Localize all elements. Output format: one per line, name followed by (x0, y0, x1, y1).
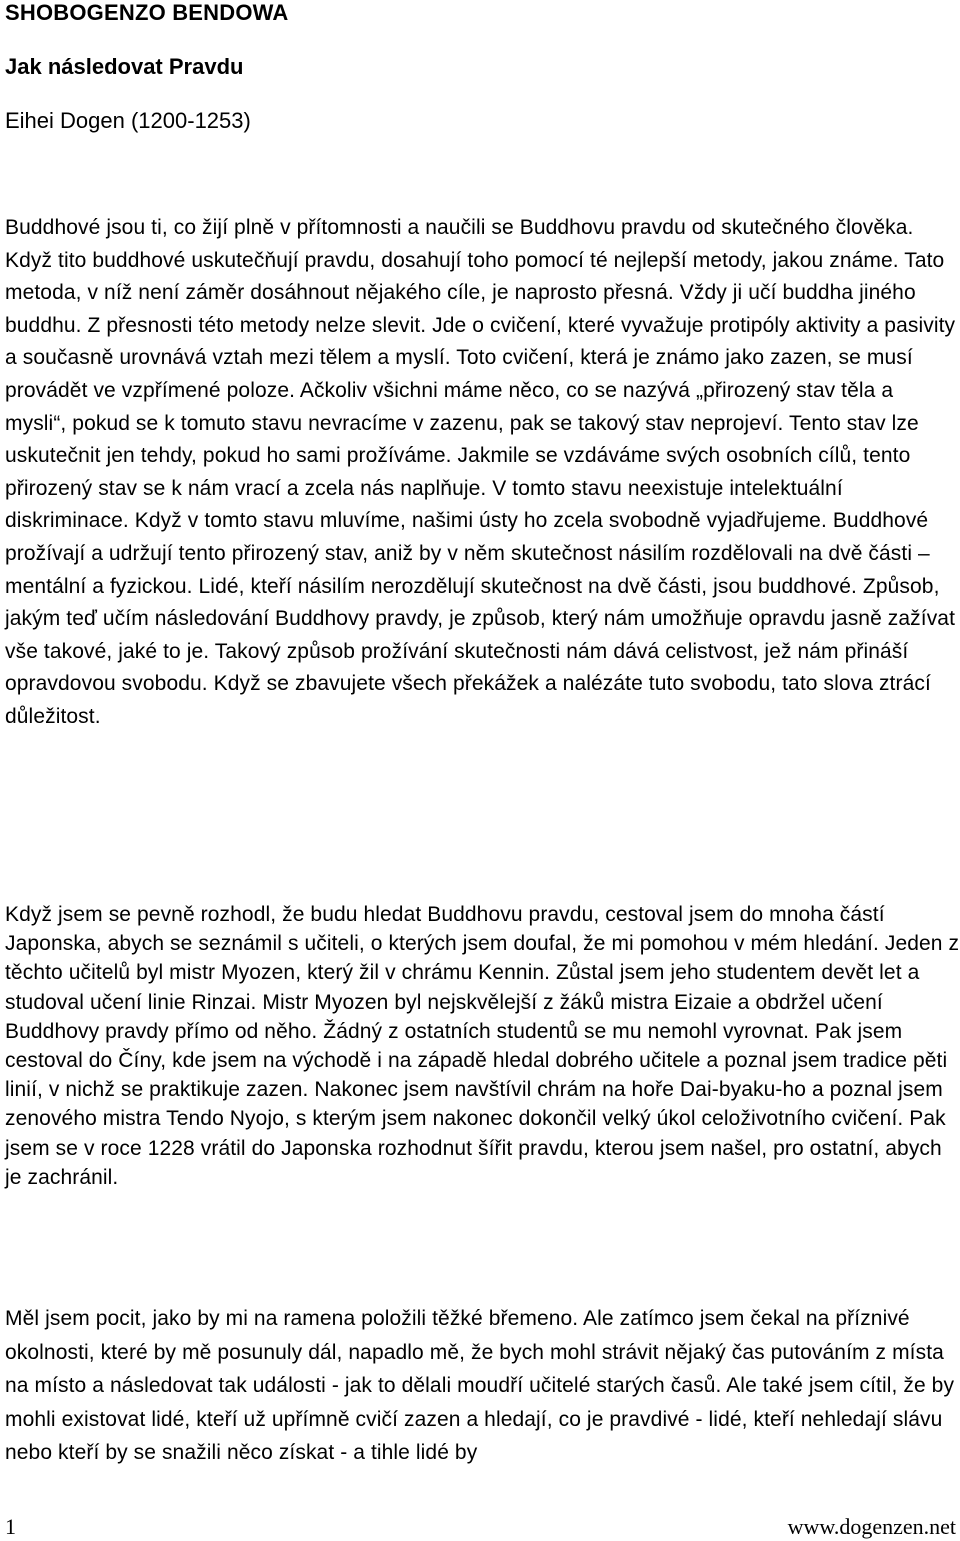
page-number: 1 (5, 1514, 16, 1539)
paragraph-3: Měl jsem pocit, jako by mi na ramena položili těžké břemeno. Ale zatímco jsem čekal na příznivé okolnosti, které by mě posunuly dál, napadlo mě, že bych mohl strávit nějaký čas putováním z místa na místo a následovat tak události - jak to dělali moudří učitelé starých časů. Ale také jsem cítil, že by mohli existovat lidé, kteří už upřímně cvičí zazen a hledají, co je pravdivé - lidé, kteří nehledají slávu nebo kteří by se snažili něco získat - a tihle lidé by (5, 1307, 955, 1464)
paragraph-2: Když jsem se pevně rozhodl, že budu hledat Buddhovu pravdu, cestoval jsem do mnoha částí Japonska, abych se seznámil s učiteli, o kterých jsem doufal, že mi pomohou v mém hledání. Jeden z těchto učitelů byl mistr Myozen, který žil v chrámu Kennin. Zůstal jsem jeho studentem devět let a studoval učení linie Rinzai. Mistr Myozen byl nejskvělejší z žáků mistra Eizaie a obdržel učení Buddhovy pravdy přímo od něho. Žádný z ostatních studentů se mu nemohl vyrovnat. Pak jsem cestoval do Číny, kde jsem na východě i na západě hledal dobrého učitele a poznal jsem tradice pěti linií, v nichž se praktikuje zazen. Nakonec jsem navštívil chrám na hoře Dai-byaku-ho a poznal jsem zenového mistra Tendo Nyojo, s kterým jsem nakonec dokončil velký úkol celoživotního cvičení. Pak jsem se v roce 1228 vrátil do Japonska rozhodnut šířit pravdu, kterou jsem našel, pro ostatní, abych je zachránil. (5, 903, 960, 1189)
paragraph-1: Buddhové jsou ti, co žijí plně v přítomnosti a naučili se Buddhovu pravdu od skutečného člověka. Když tito buddhové uskutečňují pravdu, dosahují toho pomocí té nejlepší metody, jakou známe. Tato metoda, v níž není záměr dosáhnout nějakého cíle, je naprosto přesná. Vždy ji učí buddha jiného buddhu. Z přesnosti této metody nelze slevit. Jde o cvičení, které vyvažuje protipóly aktivity a pasivity a současně urovnává vztah mezi tělem a myslí. Toto cvičení, která je známo jako zazen, se musí provádět ve vzpřímené poloze. Ačkoliv všichni máme něco, co se nazývá „přirozený stav těla a mysli“, pokud se k tomuto stavu nevracíme v zazenu, pak se takový stav neprojeví. Tento stav lze uskutečnit jen tehdy, pokud ho sami prožíváme. Jakmile se vzdáváme svých osobních cílů, tento přirozený stav se k nám vrací a zcela nás naplňuje. V tomto stavu neexistuje intelektuální diskriminace. Když v tomto stavu mluvíme, našimi ústy ho zcela svobodně vyjadřujeme. Buddhové prožívají a udržují tento přirozený stav, aniž by v něm skutečnost násilím rozdělovali na dvě části – mentální a fyzickou. Lidé, kteří násilím nerozdělují skutečnost na dvě části, jsou buddhové. Způsob, jakým teď učím následování Buddhovy pravdy, je způsob, který nám umožňuje opravdu jasně zažívat vše takové, jaké to je. Takový způsob prožívání skutečnosti nám dává celistvost, jež nám přináší opravdovou svobodu. Když se zbavujete všech překážek a nalézáte tuto svobodu, tato slova ztrácí důležitost. (5, 216, 956, 728)
document-author: Eihei Dogen (1200-1253) (5, 108, 251, 133)
document-title: SHOBOGENZO BENDOWA (5, 0, 289, 25)
footer-website: www.dogenzen.net (787, 1514, 956, 1539)
document-subtitle: Jak následovat Pravdu (5, 54, 244, 79)
